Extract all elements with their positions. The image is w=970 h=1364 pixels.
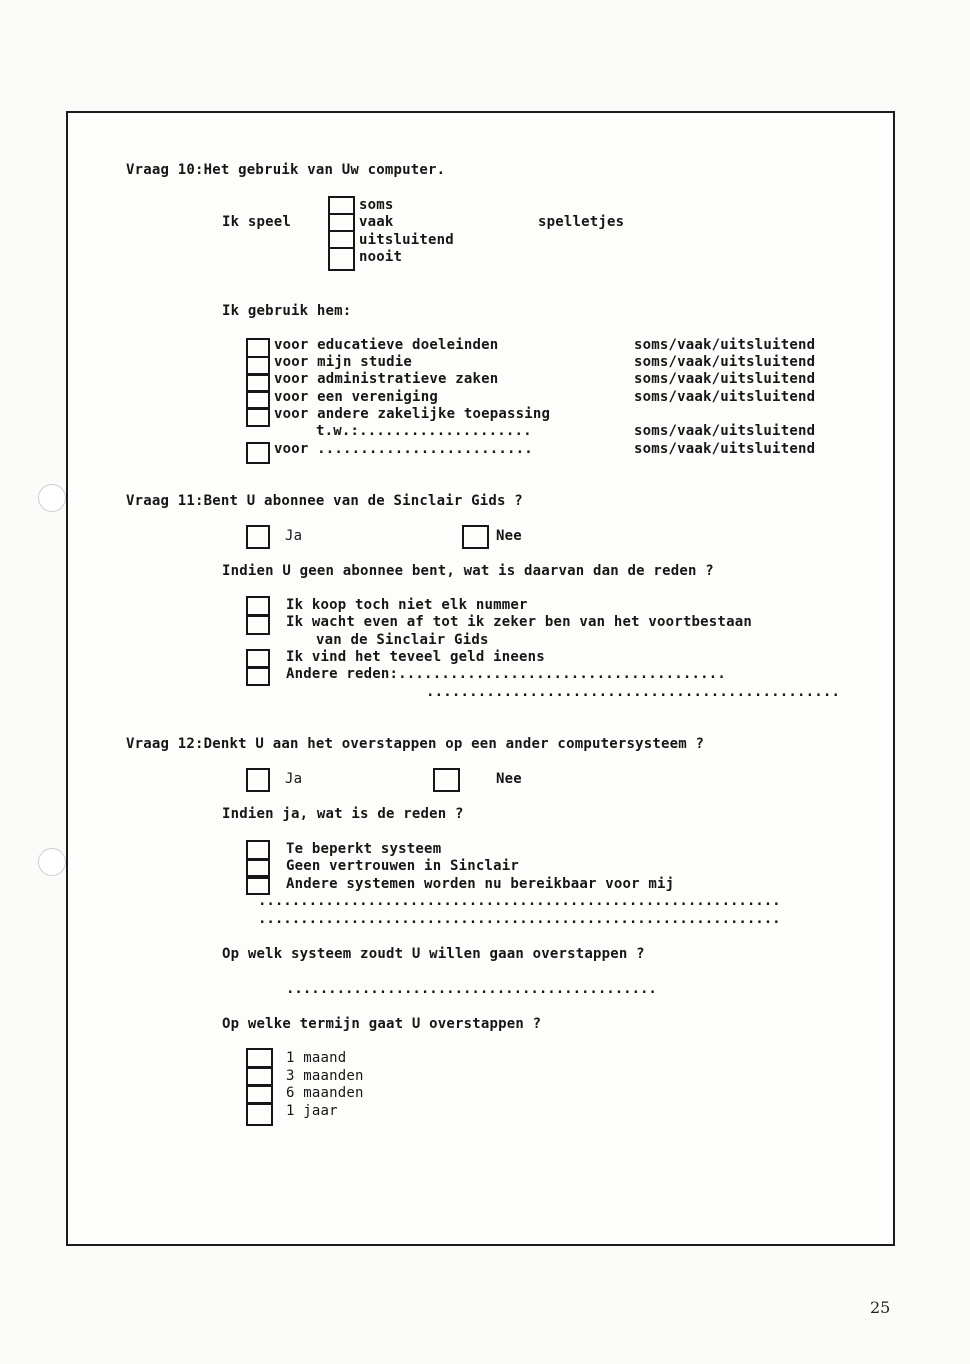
spel-option-nooit: nooit: [359, 249, 403, 265]
checkbox-zakelijk[interactable]: [246, 407, 270, 427]
use-tw: t.w.:....................: [316, 423, 532, 439]
q10-ik-speel: Ik speel: [222, 214, 292, 230]
q12-reason-andere: Andere systemen worden nu bereikbaar voor mij: [286, 876, 675, 892]
reason-koop-niet: Ik koop toch niet elk nummer: [286, 597, 528, 613]
checkbox-q12-ja[interactable]: [246, 768, 270, 792]
use-voor-overig: voor .........................: [274, 441, 533, 457]
reason-wacht-af-cont: van de Sinclair Gids: [316, 632, 489, 648]
termijn-1-jaar: 1 jaar: [286, 1103, 338, 1119]
checkbox-q11-ja[interactable]: [246, 525, 270, 549]
use-zakelijk: voor andere zakelijke toepassing: [274, 406, 551, 422]
q12-dots3[interactable]: ............................................: [286, 981, 657, 997]
use-vereniging: voor een vereniging: [274, 389, 438, 405]
use-educatief: voor educatieve doeleinden: [274, 337, 499, 353]
q11-nee-label: Nee: [496, 528, 522, 544]
q12-welk-systeem: Op welk systeem zoudt U willen gaan overstappen ?: [222, 946, 645, 962]
checkbox-andere-systemen[interactable]: [246, 875, 270, 895]
spelletjes-label: spelletjes: [538, 214, 625, 230]
checkbox-wacht-af[interactable]: [246, 614, 270, 635]
spel-option-vaak: vaak: [359, 214, 394, 230]
freq-administratief: soms/vaak/uitsluitend: [634, 371, 816, 387]
termijn-1-maand: 1 maand: [286, 1050, 347, 1066]
q12-dots1[interactable]: ..............................................................: [258, 893, 781, 909]
q10-title: Vraag 10:Het gebruik van Uw computer.: [126, 162, 446, 178]
freq-educatief: soms/vaak/uitsluitend: [634, 337, 816, 353]
use-administratief: voor administratieve zaken: [274, 371, 499, 387]
q11-dots[interactable]: ................................................: [426, 684, 841, 700]
freq-zakelijk: soms/vaak/uitsluitend: [634, 423, 816, 439]
checkbox-voor-overig[interactable]: [246, 442, 270, 464]
binder-hole-bottom: [38, 848, 66, 876]
checkbox-q12-nee[interactable]: [433, 768, 460, 792]
binder-hole-top: [38, 484, 66, 512]
reason-wacht-af: Ik wacht even af tot ik zeker ben van het voortbestaan: [286, 614, 752, 630]
q12-ja-label: Ja: [285, 771, 303, 787]
freq-vereniging: soms/vaak/uitsluitend: [634, 389, 816, 405]
freq-voor-overig: soms/vaak/uitsluitend: [634, 441, 816, 457]
q11-ja-label: Ja: [285, 528, 303, 544]
checkbox-andere-reden[interactable]: [246, 666, 270, 686]
termijn-3-maanden: 3 maanden: [286, 1068, 364, 1084]
q12-indien: Indien ja, wat is de reden ?: [222, 806, 464, 822]
page-number: 25: [870, 1298, 891, 1317]
reason-andere: Andere reden:......................................: [286, 666, 727, 682]
spel-option-soms: soms: [359, 197, 394, 213]
reason-teveel-geld: Ik vind het teveel geld ineens: [286, 649, 545, 665]
freq-studie: soms/vaak/uitsluitend: [634, 354, 816, 370]
checkbox-q11-nee[interactable]: [462, 525, 489, 549]
q11-title: Vraag 11:Bent U abonnee van de Sinclair Gids ?: [126, 493, 523, 509]
q12-reason-vertrouwen: Geen vertrouwen in Sinclair: [286, 858, 519, 874]
q12-title: Vraag 12:Denkt U aan het overstappen op een ander computersysteem ?: [126, 736, 705, 752]
termijn-6-maanden: 6 maanden: [286, 1085, 364, 1101]
use-studie: voor mijn studie: [274, 354, 413, 370]
checkbox-nooit[interactable]: [328, 247, 355, 271]
q12-dots2[interactable]: ..............................................................: [258, 911, 781, 927]
q10-ik-gebruik: Ik gebruik hem:: [222, 303, 352, 319]
q12-reason-beperkt: Te beperkt systeem: [286, 841, 442, 857]
spel-option-uitsluitend: uitsluitend: [359, 232, 454, 248]
q12-termijn: Op welke termijn gaat U overstappen ?: [222, 1016, 542, 1032]
q11-indien: Indien U geen abonnee bent, wat is daarvan dan de reden ?: [222, 563, 714, 579]
checkbox-educatief[interactable]: [246, 338, 270, 358]
q12-nee-label: Nee: [496, 771, 522, 787]
checkbox-1-jaar[interactable]: [246, 1102, 273, 1126]
